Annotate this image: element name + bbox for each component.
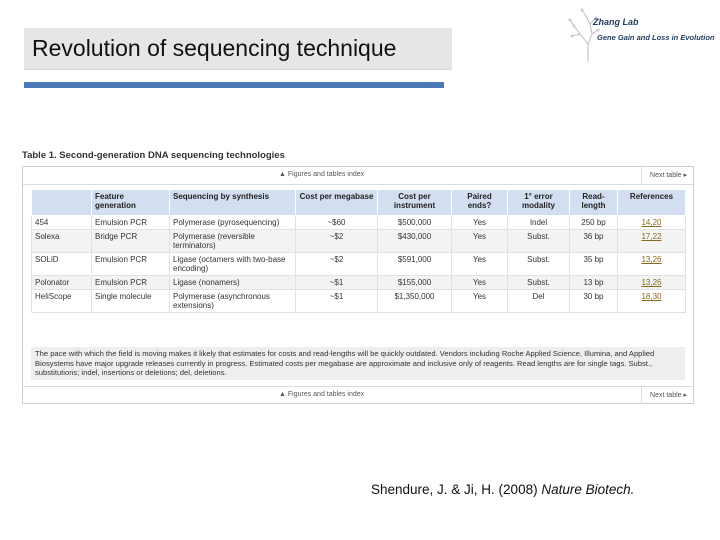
cell-synthesis: Ligase (nonamers): [170, 276, 296, 290]
cell-read: 35 bp: [570, 253, 618, 276]
cell-platform: Polonator: [32, 276, 92, 290]
cell-read: 13 bp: [570, 276, 618, 290]
sequencing-table: [31, 189, 686, 313]
cell-feature: Emulsion PCR: [92, 276, 170, 290]
cell-cost-mb: ~$1: [296, 276, 378, 290]
slide-title-box: [24, 28, 452, 70]
cell-paired: Yes: [452, 253, 508, 276]
nav-divider: [641, 387, 642, 404]
reference-link[interactable]: 13,26: [641, 278, 662, 287]
header-read: Read-length: [570, 190, 618, 216]
cell-feature: Bridge PCR: [92, 230, 170, 253]
cell-feature: Emulsion PCR: [92, 253, 170, 276]
table-nav-top: [23, 167, 693, 185]
header-synthesis: Sequencing by synthesis: [170, 190, 296, 216]
cell-refs: [618, 253, 686, 276]
header-feature: Feature generation: [92, 190, 170, 216]
cell-cost-mb: ~$2: [296, 230, 378, 253]
header-cost-inst: Cost per instrument: [378, 190, 452, 216]
cell-paired: Yes: [452, 276, 508, 290]
cell-error: Subst.: [508, 253, 570, 276]
citation-authors: Shendure, J. & Ji, H. (2008): [371, 482, 542, 497]
cell-paired: Yes: [452, 216, 508, 230]
cell-platform: 454: [32, 216, 92, 230]
cell-synthesis: Polymerase (pyrosequencing): [170, 216, 296, 230]
cell-cost-mb: ~$2: [296, 253, 378, 276]
slide-title: Revolution of sequencing technique: [32, 35, 397, 61]
cell-refs: [618, 290, 686, 313]
logo-lab-name: Zhang Lab: [593, 17, 639, 27]
cell-refs: [618, 216, 686, 230]
table-row: [32, 276, 686, 290]
cell-cost-inst: $430,000: [378, 230, 452, 253]
cell-cost-inst: $155,000: [378, 276, 452, 290]
cell-synthesis: Polymerase (reversible terminators): [170, 230, 296, 253]
figures-index-link[interactable]: ▲ Figures and tables index: [279, 171, 365, 178]
cell-read: 250 bp: [570, 216, 618, 230]
header-paired: Paired ends?: [452, 190, 508, 216]
next-table-link-bottom[interactable]: Next table ▸: [650, 392, 687, 399]
table-nav-bottom: [23, 386, 693, 404]
figures-index-link-bottom[interactable]: ▲ Figures and tables index: [279, 391, 365, 398]
cell-refs: [618, 230, 686, 253]
cell-platform: SOLiD: [32, 253, 92, 276]
cell-cost-inst: $1,350,000: [378, 290, 452, 313]
cell-paired: Yes: [452, 290, 508, 313]
reference-link[interactable]: 14,20: [641, 218, 662, 227]
header-platform: [32, 190, 92, 216]
table-caption: Table 1. Second-generation DNA sequencing technologies: [22, 150, 285, 161]
table-row: [32, 216, 686, 230]
table-row: [32, 253, 686, 276]
cell-platform: Solexa: [32, 230, 92, 253]
citation-journal: Nature Biotech.: [541, 482, 635, 497]
header-cost-mb: Cost per megabase: [296, 190, 378, 216]
header-error: 1° error modality: [508, 190, 570, 216]
table-row: [32, 230, 686, 253]
header-refs: References: [618, 190, 686, 216]
cell-feature: Single molecule: [92, 290, 170, 313]
zhang-lab-logo: [566, 4, 720, 64]
cell-platform: HeliScope: [32, 290, 92, 313]
cell-feature: Emulsion PCR: [92, 216, 170, 230]
table-frame: [22, 166, 694, 404]
reference-link[interactable]: 13,26: [641, 255, 662, 264]
reference-link[interactable]: 17,22: [641, 232, 662, 241]
cell-error: Indel: [508, 216, 570, 230]
cell-paired: Yes: [452, 230, 508, 253]
cell-read: 30 bp: [570, 290, 618, 313]
cell-error: Subst.: [508, 276, 570, 290]
cell-synthesis: Ligase (octamers with two-base encoding): [170, 253, 296, 276]
table-header-row: [32, 190, 686, 216]
cell-refs: [618, 276, 686, 290]
cell-synthesis: Polymerase (asynchronous extensions): [170, 290, 296, 313]
table-footnote: The pace with which the field is moving makes it likely that estimates for costs and read-lengths will be quickly outdated. Vendors including Roche Applied Science, Illumina, and Applied Biosystems have major upgrade releases currently in progress. Estimated costs per megabase are approximate and inclusive only of reagents. Read lengths are for single tags. Subst., substitutions; indel, insertions or deletions; del, deletions.: [31, 347, 685, 380]
cell-cost-inst: $500,000: [378, 216, 452, 230]
title-underline-bar: [24, 82, 444, 88]
cell-cost-mb: ~$60: [296, 216, 378, 230]
cell-error: Del: [508, 290, 570, 313]
next-table-link[interactable]: Next table ▸: [650, 172, 687, 179]
nav-divider: [641, 167, 642, 184]
citation: [371, 482, 634, 497]
cell-read: 36 bp: [570, 230, 618, 253]
reference-link[interactable]: 18,30: [641, 292, 662, 301]
table-row: [32, 290, 686, 313]
cell-cost-mb: ~$1: [296, 290, 378, 313]
logo-tagline: Gene Gain and Loss in Evolution: [597, 33, 715, 42]
cell-cost-inst: $591,000: [378, 253, 452, 276]
cell-error: Subst.: [508, 230, 570, 253]
